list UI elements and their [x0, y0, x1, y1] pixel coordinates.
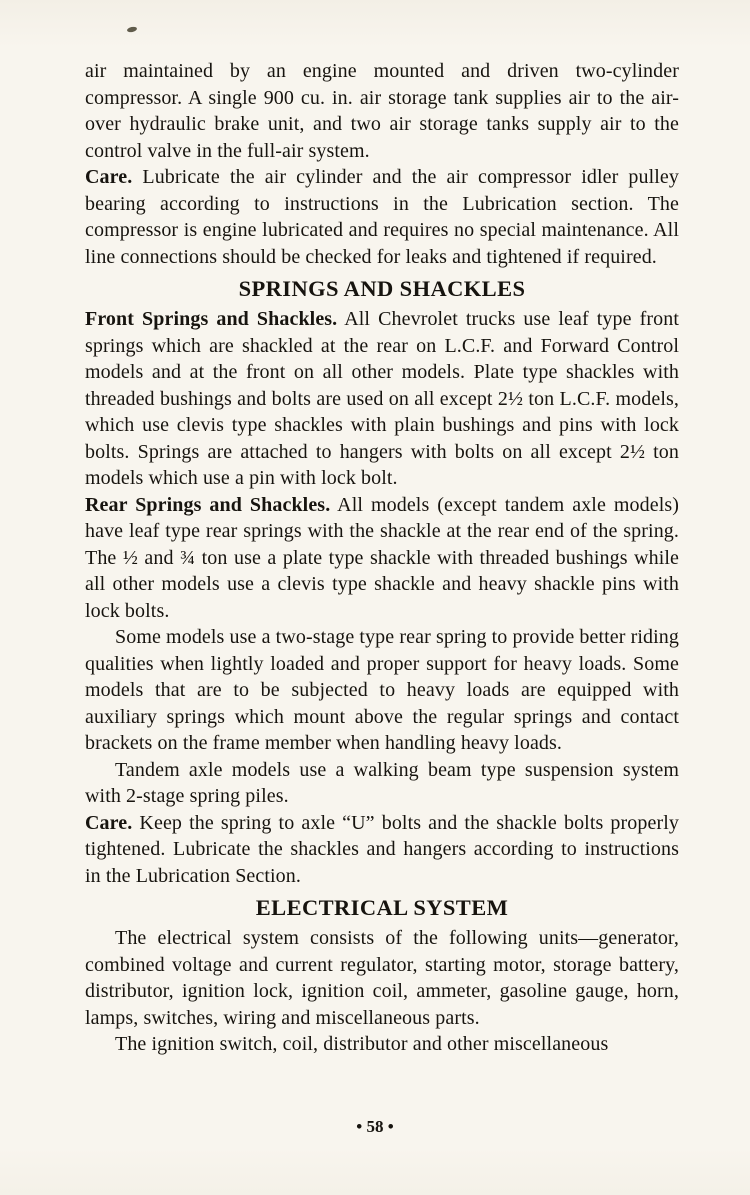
page-content [85, 58, 679, 1058]
heading-electrical-system: ELECTRICAL SYSTEM [255, 895, 509, 920]
heading-springs-and-shackles: SPRINGS AND SHACKLES [238, 276, 526, 301]
paragraph-text: All Chevrolet trucks use leaf type front springs which are shackled at the rear on L.C.F. and Forward Control models and at the front on all other models. Plate type shackles with threaded bushings and bolts are used on all except 2½ ton L.C.F. models, which use clevis type shackles with plain bushings and pins with lock bolts. Springs are attached to hangers with bolts on all except 2½ ton models which use a pin with lock bolt. [85, 308, 679, 489]
paragraph-two-stage-springs: Some models use a two-stage type rear spring to provide better riding qualities when lightly loaded and proper support for heavy loads. Some models that are to be subjected to heavy loads are equipped with auxiliary springs which mount above the regular springs and contact brackets on the frame member when handling heavy loads. [85, 626, 679, 754]
paragraph-tandem-axle: Tandem axle models use a walking beam type suspension system with 2-stage spring piles. [85, 758, 679, 807]
paragraph-electrical-units: The electrical system consists of the following units—generator, combined voltage and current regulator, starting motor, storage battery, distributor, ignition lock, ignition coil, ammeter, gasoline gauge, horn, lamps, switches, wiring and miscellaneous parts. [85, 927, 679, 1029]
lead-care-springs: Care. [85, 811, 133, 834]
lead-rear-springs: Rear Springs and Shackles. [85, 493, 331, 516]
scan-artifact-speck [127, 26, 138, 33]
paragraph-front-springs [85, 306, 679, 492]
paragraph-text: Keep the spring to axle “U” bolts and the shackle bolts properly tightened. Lubricate the shackles and hangers according to instructions in the Lubrication Section. [85, 811, 679, 887]
paragraph-text: All models (except tandem axle models) have leaf type rear springs with the shackle at the rear end of the spring. The ½ and ¾ ton use a plate type shackle with threaded bushings while all other models use a clevis type shackle and heavy shackle pins with lock bolts. [85, 493, 680, 622]
page-number: • 58 • [356, 1117, 394, 1136]
paragraph-care-springs [85, 810, 679, 890]
lead-care-air: Care. [85, 166, 133, 188]
paragraph-rear-springs [85, 492, 679, 625]
paragraph-care-air-compressor [85, 164, 679, 270]
lead-front-springs: Front Springs and Shackles. [85, 308, 338, 330]
page-footer [0, 1117, 750, 1137]
paragraph-text: Lubricate the air cylinder and the air compressor idler pulley bearing according to instructions in the Lubrication section. The compressor is engine lubricated and requires no special maintenance. All line connections should be checked for leaks and tightened if required. [85, 166, 679, 268]
paragraph-air-compressor-continuation: air maintained by an engine mounted and driven two-cylinder compressor. A single 900 cu. in. air storage tank supplies air to the air-over hydraulic brake unit, and two air storage tanks supply air to the control valve in the full-air system. [85, 60, 679, 162]
paragraph-ignition-switch: The ignition switch, coil, distributor and other miscellaneous [115, 1033, 609, 1055]
